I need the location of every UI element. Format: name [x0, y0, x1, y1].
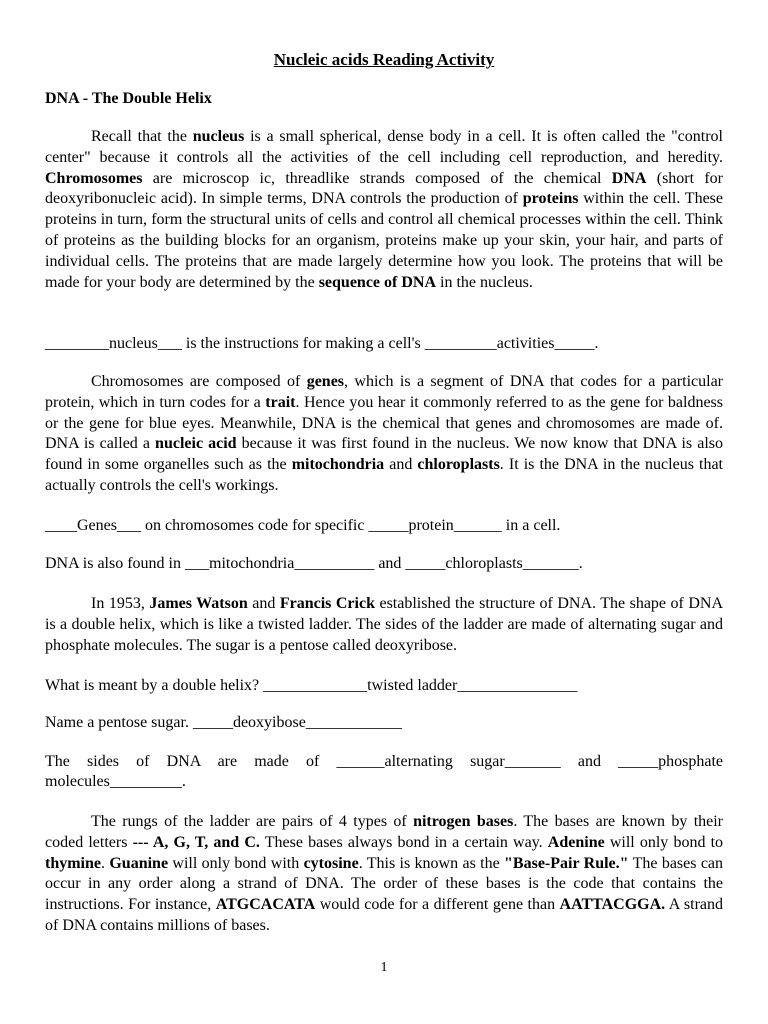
- bold-term: proteins: [522, 190, 579, 208]
- text-run: in the nucleus.: [436, 273, 533, 291]
- text-run: because it was first found in the nucleus. We now know that DNA is also found in some organelles such as the: [45, 435, 724, 474]
- text-run: . The bases are known by their coded letters: [45, 813, 724, 851]
- text-run: and: [247, 595, 280, 612]
- text-run: is a small spherical, dense body in a cell. It is often called the "control center" because it controls all the activities of the cell including cell reproduction, and heredity.: [45, 128, 724, 166]
- text-run: within the cell. These proteins in turn, form the structural units of cells and control all chemical processes within the cell. Think of proteins as the building blocks for an organism, proteins make up your skin, your hair, and parts of individual cells. The proteins that are made largely determine how you look. The proteins that will be made for your body are determined by the: [45, 190, 723, 291]
- text-run: .: [101, 854, 110, 872]
- text-run: The rungs of the ladder are pairs of 4 types of: [91, 813, 414, 830]
- text-run: A strand of DNA contains millions of bases.: [45, 896, 723, 934]
- paragraph-genes: [45, 372, 723, 497]
- paragraph-nucleus: [45, 127, 723, 293]
- question-dna-sides: The sides of DNA are made of ______alternating sugar_______ and _____phosphate molecules_________.: [45, 753, 723, 790]
- question-dna-instructions: ________nucleus___ is the instructions for making a cell's _________activities_____.: [45, 335, 599, 352]
- text-run: Chromosomes are composed of: [91, 373, 307, 390]
- bold-term: genes: [306, 373, 345, 390]
- text-run: , which is a segment of DNA that codes for a particular protein, which in turn codes for a: [45, 373, 723, 411]
- text-run: In 1953,: [91, 595, 150, 612]
- bold-term: cytosine: [303, 854, 359, 872]
- bold-term: thymine: [45, 854, 101, 872]
- bold-term: nucleus: [192, 128, 245, 145]
- text-run: These bases always bond in a certain way.: [259, 833, 548, 851]
- bold-term: ATGCACATA: [215, 896, 316, 914]
- text-run: The bases can occur in any order along a strand of DNA. The order of these bases is the code that contains the instructions. For instance,: [45, 854, 724, 914]
- bold-term: nitrogen bases: [413, 813, 514, 830]
- text-run: . Hence you hear it commonly referred to as the gene for baldness or the gene for blue eyes. Meanwhile, DNA is the chemical that genes and chromosomes are made of. DNA is called a: [45, 393, 724, 453]
- text-run: established the structure of DNA. The shape of DNA is a double helix, which is like a twisted ladder. The sides of the ladder are made of alternating sugar and phosphate molecules. The sugar is a pentose called deoxyribose.: [45, 595, 724, 654]
- page-title: Nucleic acids Reading Activity: [273, 50, 495, 69]
- bold-term: AATTACGGA.: [559, 896, 666, 914]
- paragraph-nitrogen-bases: [45, 812, 723, 937]
- question-genes-code: ____Genes___ on chromosomes code for specific _____protein______ in a cell.: [45, 517, 561, 534]
- text-run: . This is known as the: [358, 854, 505, 872]
- bold-term: James Watson: [149, 595, 248, 612]
- bold-term: Chromosomes: [45, 169, 143, 187]
- text-run: would code for a different gene than: [315, 896, 560, 914]
- bold-term: chloroplasts: [417, 456, 500, 474]
- text-run: . It is the DNA in the nucleus that actually controls the cell's workings.: [45, 456, 723, 494]
- bold-term: nucleic acid: [155, 435, 237, 453]
- bold-term: mitochondria: [291, 456, 385, 474]
- section-heading: DNA - The Double Helix: [45, 90, 212, 107]
- text-run: (short for deoxyribonucleic acid). In simple terms, DNA controls the production of: [45, 169, 724, 208]
- bold-term: sequence of DNA: [318, 273, 437, 291]
- text-run: will only bond to: [604, 833, 724, 851]
- question-pentose-sugar: Name a pentose sugar. _____deoxyibose____________: [45, 714, 402, 731]
- paragraph-watson-crick: [45, 594, 723, 656]
- text-run: and: [384, 456, 418, 474]
- bold-term: "Base-Pair Rule.": [504, 854, 629, 872]
- text-run: Recall that the: [91, 128, 193, 145]
- question-double-helix: What is meant by a double helix? _____________twisted ladder_______________: [45, 677, 578, 694]
- bold-term: trait: [265, 393, 296, 411]
- page-number: 1: [380, 960, 388, 975]
- bold-term: Adenine: [547, 833, 605, 851]
- bold-term: DNA: [611, 169, 647, 187]
- question-dna-location: DNA is also found in ___mitochondria__________ and _____chloroplasts_______.: [45, 555, 583, 572]
- bold-term: Guanine: [109, 854, 169, 872]
- bold-term: --- A, G, T, and C.: [132, 833, 260, 851]
- text-run: are microscop ic, threadlike strands composed of the chemical: [142, 169, 612, 187]
- text-run: will only bond with: [168, 854, 304, 872]
- bold-term: Francis Crick: [279, 595, 375, 612]
